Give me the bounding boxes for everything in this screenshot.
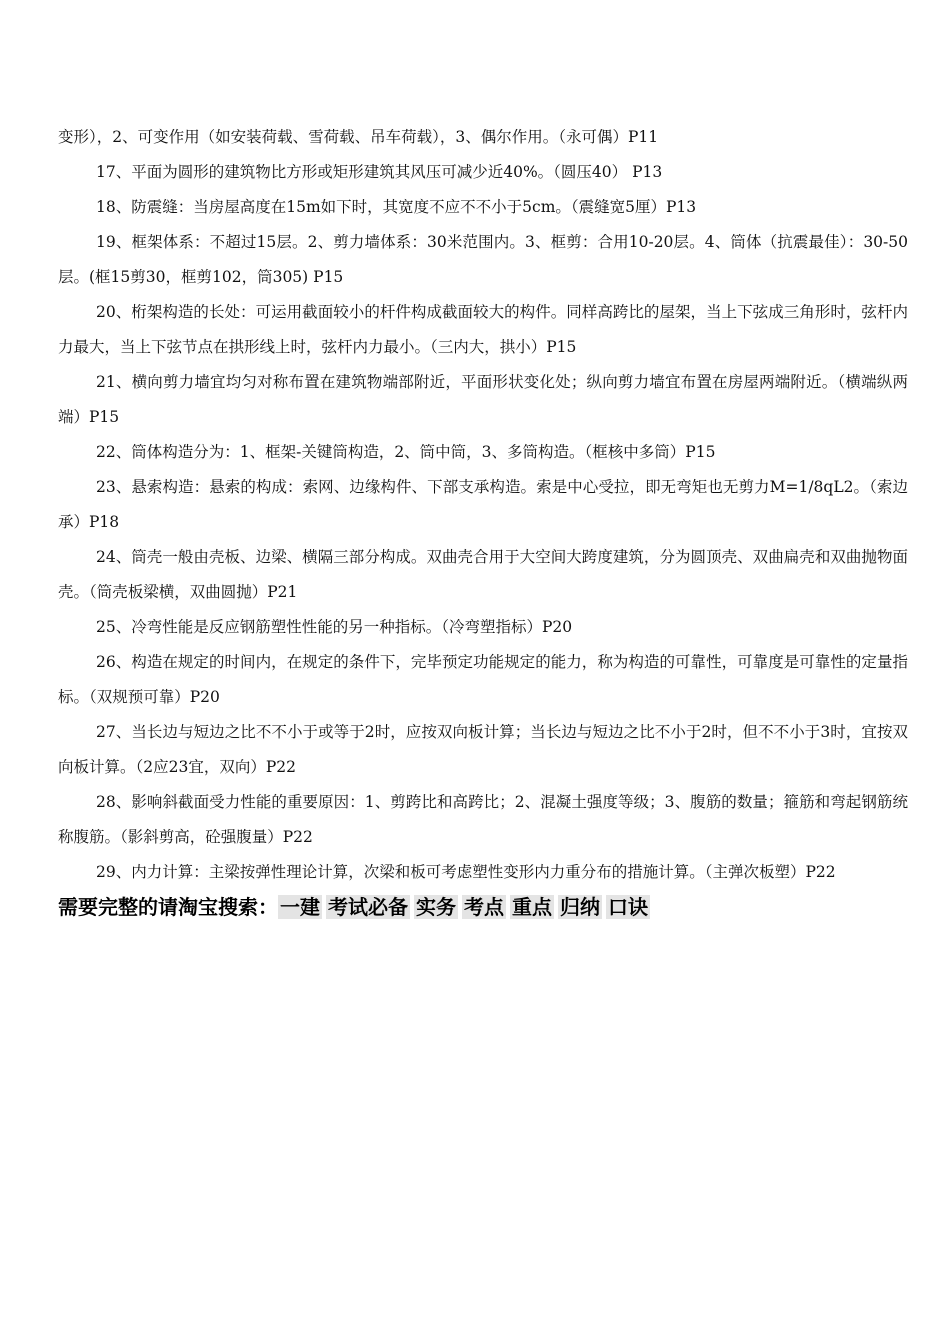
paragraph-29: 29、内力计算：主梁按弹性理论计算，次梁和板可考虑塑性变形内力重分布的措施计算。（主弹次板塑）P22 — [96, 863, 836, 881]
paragraph-26: 26、构造在规定的时间内，在规定的条件下，完毕预定功能规定的能力，称为构造的可靠性，可靠度是可靠性的定量指标。（双规预可靠）P20 — [58, 653, 908, 706]
paragraph-21: 21、横向剪力墙宜均匀对称布置在建筑物端部附近，平面形状变化处；纵向剪力墙宜布置在房屋两端附近。（横端纵两端）P15 — [58, 373, 908, 426]
search-keyword: 重点 — [512, 895, 552, 919]
paragraph-19: 19、框架体系：不超过15层。2、剪力墙体系：30米范围内。3、框剪：合用10-20层。4、筒体（抗震最佳）：30-50层。(框15剪30，框剪102，筒305) P15 — [58, 233, 908, 286]
paragraph-20: 20、桁架构造的长处：可运用截面较小的杆件构成截面较大的构件。同样高跨比的屋架，当上下弦成三角形时，弦杆内力最大，当上下弦节点在拱形线上时，弦杆内力最小。（三内大，拱小）P15 — [58, 303, 908, 356]
paragraph-17: 17、平面为圆形的建筑物比方形或矩形建筑其风压可减少近40%。（圆压40） P13 — [96, 163, 663, 181]
paragraph-18: 18、防震缝：当房屋高度在15m如下时，其宽度不应不不小于5cm。（震缝宽5厘）P13 — [96, 198, 697, 216]
document-page — [58, 120, 908, 922]
document-body — [58, 120, 908, 890]
search-keyword: 一建 — [280, 895, 320, 919]
paragraph-27: 27、当长边与短边之比不不小于或等于2时，应按双向板计算；当长边与短边之比不小于2时，但不不小于3时，宜按双向板计算。（2应23宜，双向）P22 — [58, 723, 908, 776]
search-keyword: 归纳 — [560, 895, 600, 919]
search-keyword: 考试必备 — [328, 895, 408, 919]
search-keyword: 口诀 — [608, 895, 648, 919]
paragraph-25: 25、冷弯性能是反应钢筋塑性性能的另一种指标。（冷弯塑指标）P20 — [96, 618, 573, 636]
paragraph-28: 28、影响斜截面受力性能的重要原因：1、剪跨比和高跨比；2、混凝土强度等级；3、腹筋的数量；箍筋和弯起钢筋统称腹筋。（影斜剪高，砼强腹量）P22 — [58, 793, 908, 846]
search-keyword: 考点 — [464, 895, 504, 919]
paragraph-23: 23、悬索构造：悬索的构成：索网、边缘构件、下部支承构造。索是中心受拉，即无弯矩也无剪力M=1/8qL2。（索边承）P18 — [58, 478, 908, 531]
search-keyword: 实务 — [416, 895, 456, 919]
paragraph-24: 24、筒壳一般由壳板、边梁、横隔三部分构成。双曲壳合用于大空间大跨度建筑，分为圆顶壳、双曲扁壳和双曲抛物面壳。（筒壳板梁横，双曲圆抛）P21 — [58, 548, 908, 601]
paragraph-22: 22、筒体构造分为：1、框架-关键筒构造，2、筒中筒，3、多筒构造。（框核中多筒）P15 — [96, 443, 716, 461]
search-promo-line — [58, 892, 908, 922]
search-promo-prefix: 需要完整的请淘宝搜索： — [58, 895, 278, 919]
paragraph-0: 变形），2、可变作用（如安装荷载、雪荷载、吊车荷载），3、偶尔作用。（永可偶）P11 — [58, 128, 659, 146]
